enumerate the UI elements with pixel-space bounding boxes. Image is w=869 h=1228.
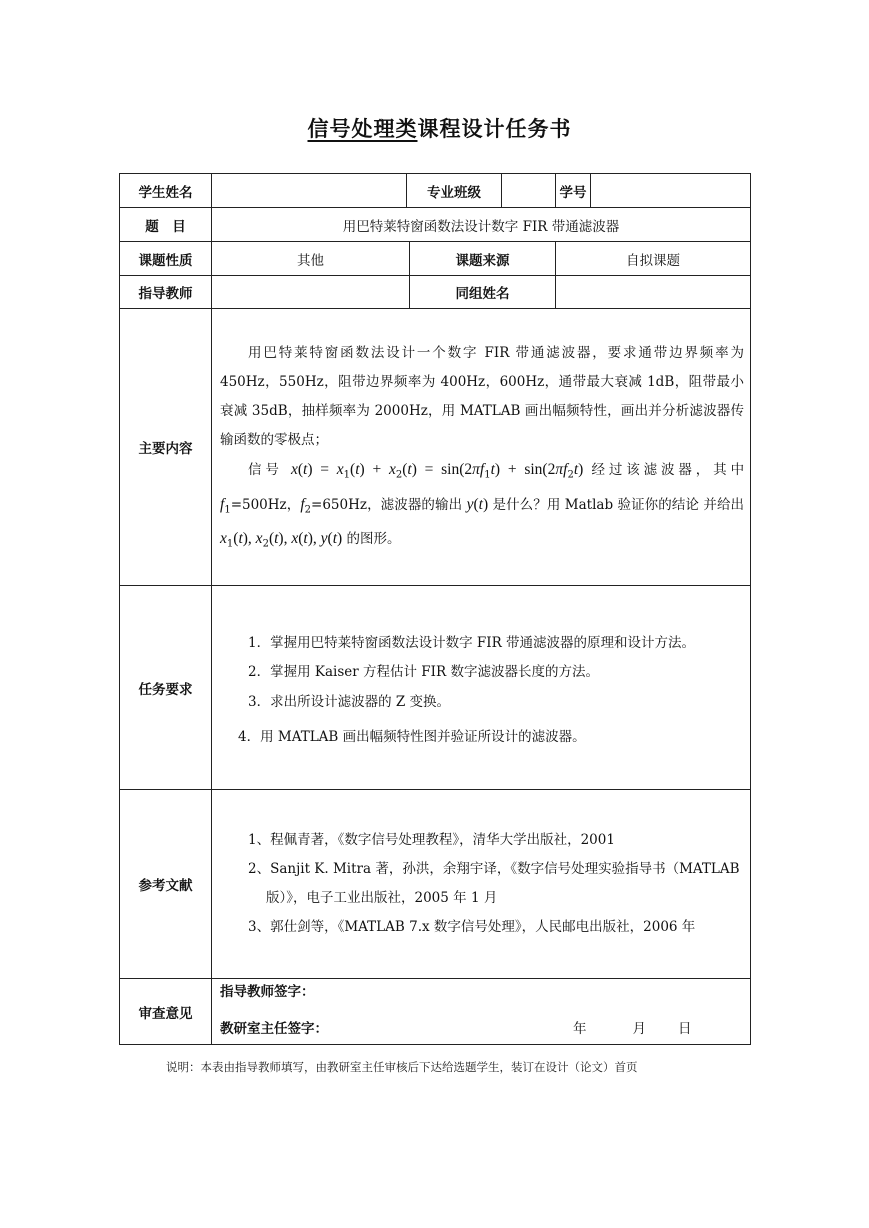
group-label: 同组姓名 xyxy=(410,276,556,309)
group-field[interactable] xyxy=(556,276,751,309)
reference-item-continued: 版）》，电子工业出版社，2005 年 1 月 xyxy=(266,890,498,907)
signal-list: $x_1(t)$, $x_2(t)$, x(t), y(t) xyxy=(220,530,343,551)
page-title xyxy=(0,113,869,143)
row-review xyxy=(120,979,751,1045)
content-paragraph-2: 信号 $x(t) = x_1(t) + x_2(t) = \sin(2\pi f_1t) + \sin(2\pi f_2t)$ 经过该滤波器，其中 $f_1=500Hz$，$f_2=650Hz$，滤波器的输出 y(t) 是什么？用 Matlab 验证你的结论 并给出 $x_1(t)$, $x_2(t)$, x(t), y(t) 的图形。 xyxy=(220,461,745,551)
director-signature: 教研室主任签字： xyxy=(220,1020,328,1037)
review-cell xyxy=(212,979,751,1045)
title-main: 课程设计任务书 xyxy=(417,116,572,141)
topic-label: 题 目 xyxy=(120,208,212,242)
student-id-label: 学号 xyxy=(556,174,591,208)
signal-equation: $x(t) = x_1(t) + x_2(t) = \sin(2\pi f_1t) + \sin(2\pi f_2t)$ xyxy=(290,461,584,481)
task-item: 1．掌握用巴特莱特窗函数法设计数字 FIR 带通滤波器的原理和设计方法。 xyxy=(248,634,696,651)
source-value: 自拟课题 xyxy=(556,242,751,276)
row-student-info xyxy=(120,174,751,208)
topic-value: 用巴特莱特窗函数法设计数字 FIR 带通滤波器 xyxy=(212,208,751,242)
row-task-requirements xyxy=(120,586,751,790)
reference-item: 2、Sanjit K. Mitra 著，孙洪，余翔宇译，《数字信号处理实验指导书（MATLAB xyxy=(248,861,740,878)
reference-item: 1、程佩青著，《数字信号处理教程》，清华大学出版社，2001 xyxy=(248,832,615,849)
refs-label: 参考文献 xyxy=(120,790,212,979)
major-class-field[interactable] xyxy=(502,174,556,208)
review-label: 审查意见 xyxy=(120,979,212,1045)
row-main-content xyxy=(120,309,751,586)
student-name-label: 学生姓名 xyxy=(120,174,212,208)
advisor-label: 指导教师 xyxy=(120,276,212,309)
major-class-label: 专业班级 xyxy=(407,174,502,208)
director-signature-row xyxy=(220,1014,742,1044)
advisor-field[interactable] xyxy=(212,276,410,309)
task-item: 3．求出所设计滤波器的 Z 变换。 xyxy=(248,693,451,710)
content-label: 主要内容 xyxy=(120,309,212,586)
content-paragraph-1: 用巴特莱特窗函数法设计一个数字 FIR 带通滤波器，要求通带边界频率为 450Hz，550Hz，阻带边界频率为 400Hz，600Hz，通带最大衰减 1dB，阻带最小衰减 35dB，抽样频率为 2000Hz，用 MATLAB 画出幅频特性，画出并分析滤波器传输函数的零极点； xyxy=(220,345,745,448)
content-cell xyxy=(212,309,751,586)
refs-cell xyxy=(212,790,751,979)
row-references xyxy=(120,790,751,979)
tasks-label: 任务要求 xyxy=(120,586,212,790)
row-topic xyxy=(120,208,751,242)
row-nature-source xyxy=(120,242,751,276)
student-name-field[interactable] xyxy=(212,174,407,208)
title-category: 信号处理类 xyxy=(307,116,418,141)
nature-label: 课题性质 xyxy=(120,242,212,276)
date-fields xyxy=(573,1014,692,1044)
footnote: 说明：本表由指导教师填写，由教研室主任审核后下达给选题学生，装订在设计（论文）首页 xyxy=(166,1060,638,1074)
task-item: 4．用 MATLAB 画出幅频特性图并验证所设计的滤波器。 xyxy=(238,729,586,746)
year-label: 年 xyxy=(573,1020,587,1037)
task-form-table xyxy=(119,173,751,1045)
row-advisor-group xyxy=(120,276,751,309)
month-label: 月 xyxy=(632,1020,646,1037)
advisor-signature: 指导教师签字： xyxy=(220,983,315,1000)
day-label: 日 xyxy=(678,1020,692,1037)
source-label: 课题来源 xyxy=(410,242,556,276)
nature-value: 其他 xyxy=(212,242,410,276)
reference-item: 3、郭仕剑等，《MATLAB 7.x 数字信号处理》，人民邮电出版社，2006 年 xyxy=(248,919,696,936)
task-item: 2．掌握用 Kaiser 方程估计 FIR 数字滤波器长度的方法。 xyxy=(248,664,599,681)
tasks-cell xyxy=(212,586,751,790)
student-id-field[interactable] xyxy=(591,174,751,208)
